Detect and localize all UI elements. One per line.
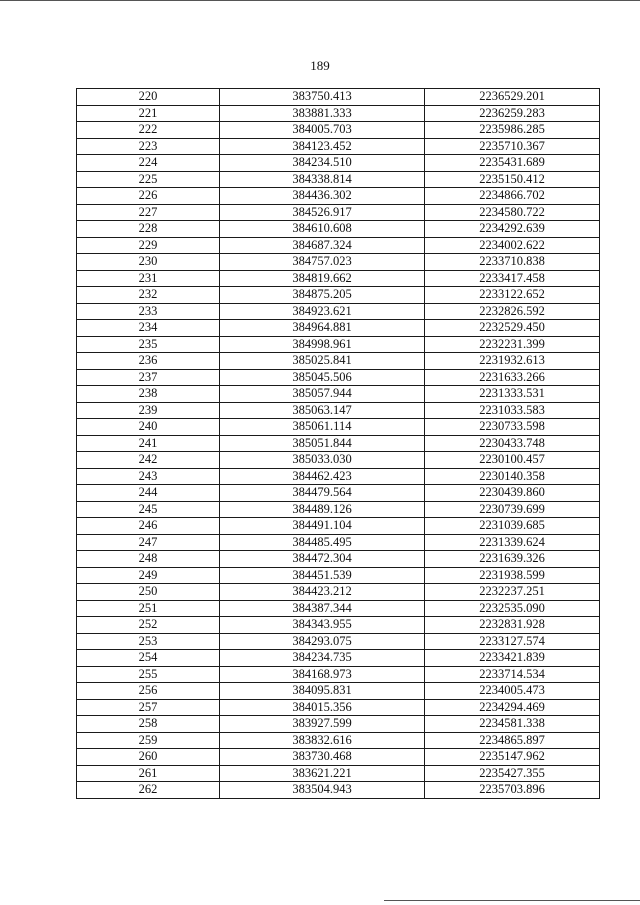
coordinates-table-body [77, 89, 600, 799]
table-row [77, 419, 600, 436]
x-coordinate-cell: 383621.221 [220, 765, 425, 782]
point-number-cell: 240 [77, 419, 220, 436]
x-coordinate-cell: 384095.831 [220, 683, 425, 700]
table-row [77, 287, 600, 304]
table-row [77, 336, 600, 353]
scan-edge-line-top [0, 0, 640, 1]
table-row [77, 683, 600, 700]
point-number-cell: 255 [77, 666, 220, 683]
x-coordinate-cell: 385061.114 [220, 419, 425, 436]
y-coordinate-cell: 2234580.722 [425, 204, 600, 221]
point-number-cell: 241 [77, 435, 220, 452]
x-coordinate-cell: 384489.126 [220, 501, 425, 518]
table-row [77, 584, 600, 601]
y-coordinate-cell: 2234005.473 [425, 683, 600, 700]
x-coordinate-cell: 384964.881 [220, 320, 425, 337]
point-number-cell: 226 [77, 188, 220, 205]
point-number-cell: 221 [77, 105, 220, 122]
y-coordinate-cell: 2234866.702 [425, 188, 600, 205]
point-number-cell: 227 [77, 204, 220, 221]
table-row [77, 89, 600, 106]
point-number-cell: 252 [77, 617, 220, 634]
point-number-cell: 224 [77, 155, 220, 172]
x-coordinate-cell: 385025.841 [220, 353, 425, 370]
y-coordinate-cell: 2231339.624 [425, 534, 600, 551]
x-coordinate-cell: 385051.844 [220, 435, 425, 452]
table-row [77, 468, 600, 485]
point-number-cell: 237 [77, 369, 220, 386]
scan-edge-line-bottom [384, 900, 640, 901]
point-number-cell: 228 [77, 221, 220, 238]
table-row [77, 501, 600, 518]
x-coordinate-cell: 384015.356 [220, 699, 425, 716]
y-coordinate-cell: 2230433.748 [425, 435, 600, 452]
table-row [77, 617, 600, 634]
y-coordinate-cell: 2231633.266 [425, 369, 600, 386]
x-coordinate-cell: 384451.539 [220, 567, 425, 584]
table-row [77, 402, 600, 419]
point-number-cell: 223 [77, 138, 220, 155]
y-coordinate-cell: 2231333.531 [425, 386, 600, 403]
point-number-cell: 249 [77, 567, 220, 584]
point-number-cell: 246 [77, 518, 220, 535]
y-coordinate-cell: 2235431.689 [425, 155, 600, 172]
point-number-cell: 251 [77, 600, 220, 617]
point-number-cell: 261 [77, 765, 220, 782]
y-coordinate-cell: 2232237.251 [425, 584, 600, 601]
table-row [77, 765, 600, 782]
point-number-cell: 250 [77, 584, 220, 601]
table-row [77, 122, 600, 139]
y-coordinate-cell: 2235986.285 [425, 122, 600, 139]
point-number-cell: 256 [77, 683, 220, 700]
x-coordinate-cell: 383832.616 [220, 732, 425, 749]
table-row [77, 666, 600, 683]
point-number-cell: 238 [77, 386, 220, 403]
x-coordinate-cell: 385033.030 [220, 452, 425, 469]
point-number-cell: 220 [77, 89, 220, 106]
y-coordinate-cell: 2231033.583 [425, 402, 600, 419]
x-coordinate-cell: 384875.205 [220, 287, 425, 304]
table-row [77, 600, 600, 617]
coordinates-table [76, 88, 600, 799]
y-coordinate-cell: 2232831.928 [425, 617, 600, 634]
table-row [77, 749, 600, 766]
y-coordinate-cell: 2233421.839 [425, 650, 600, 667]
x-coordinate-cell: 384479.564 [220, 485, 425, 502]
point-number-cell: 236 [77, 353, 220, 370]
table-row [77, 320, 600, 337]
x-coordinate-cell: 384234.510 [220, 155, 425, 172]
y-coordinate-cell: 2231938.599 [425, 567, 600, 584]
x-coordinate-cell: 384819.662 [220, 270, 425, 287]
x-coordinate-cell: 383750.413 [220, 89, 425, 106]
y-coordinate-cell: 2235710.367 [425, 138, 600, 155]
x-coordinate-cell: 384423.212 [220, 584, 425, 601]
table-row [77, 138, 600, 155]
point-number-cell: 222 [77, 122, 220, 139]
y-coordinate-cell: 2235427.355 [425, 765, 600, 782]
x-coordinate-cell: 383881.333 [220, 105, 425, 122]
y-coordinate-cell: 2231932.613 [425, 353, 600, 370]
y-coordinate-cell: 2232826.592 [425, 303, 600, 320]
point-number-cell: 262 [77, 782, 220, 799]
x-coordinate-cell: 384462.423 [220, 468, 425, 485]
table-row [77, 237, 600, 254]
y-coordinate-cell: 2232535.090 [425, 600, 600, 617]
table-row [77, 369, 600, 386]
y-coordinate-cell: 2233127.574 [425, 633, 600, 650]
x-coordinate-cell: 384123.452 [220, 138, 425, 155]
point-number-cell: 225 [77, 171, 220, 188]
y-coordinate-cell: 2233122.652 [425, 287, 600, 304]
y-coordinate-cell: 2234292.639 [425, 221, 600, 238]
point-number-cell: 229 [77, 237, 220, 254]
table-row [77, 732, 600, 749]
table-row [77, 155, 600, 172]
point-number-cell: 254 [77, 650, 220, 667]
table-row [77, 551, 600, 568]
table-row [77, 633, 600, 650]
y-coordinate-cell: 2236259.283 [425, 105, 600, 122]
y-coordinate-cell: 2236529.201 [425, 89, 600, 106]
x-coordinate-cell: 383730.468 [220, 749, 425, 766]
y-coordinate-cell: 2230140.358 [425, 468, 600, 485]
table-row [77, 254, 600, 271]
y-coordinate-cell: 2230739.699 [425, 501, 600, 518]
table-row [77, 270, 600, 287]
y-coordinate-cell: 2233714.534 [425, 666, 600, 683]
x-coordinate-cell: 385045.506 [220, 369, 425, 386]
x-coordinate-cell: 384168.973 [220, 666, 425, 683]
y-coordinate-cell: 2233710.838 [425, 254, 600, 271]
table-row [77, 567, 600, 584]
point-number-cell: 257 [77, 699, 220, 716]
x-coordinate-cell: 384526.917 [220, 204, 425, 221]
table-row [77, 650, 600, 667]
x-coordinate-cell: 383927.599 [220, 716, 425, 733]
table-row [77, 699, 600, 716]
y-coordinate-cell: 2233417.458 [425, 270, 600, 287]
y-coordinate-cell: 2230439.860 [425, 485, 600, 502]
y-coordinate-cell: 2235150.412 [425, 171, 600, 188]
point-number-cell: 243 [77, 468, 220, 485]
y-coordinate-cell: 2234865.897 [425, 732, 600, 749]
point-number-cell: 244 [77, 485, 220, 502]
table-row [77, 303, 600, 320]
table-row [77, 386, 600, 403]
table-row [77, 353, 600, 370]
table-row [77, 204, 600, 221]
table-row [77, 435, 600, 452]
y-coordinate-cell: 2231639.326 [425, 551, 600, 568]
table-row [77, 716, 600, 733]
point-number-cell: 258 [77, 716, 220, 733]
table-row [77, 221, 600, 238]
y-coordinate-cell: 2230100.457 [425, 452, 600, 469]
x-coordinate-cell: 384923.621 [220, 303, 425, 320]
point-number-cell: 231 [77, 270, 220, 287]
x-coordinate-cell: 383504.943 [220, 782, 425, 799]
x-coordinate-cell: 384485.495 [220, 534, 425, 551]
y-coordinate-cell: 2232231.399 [425, 336, 600, 353]
page-number: 189 [310, 58, 330, 73]
x-coordinate-cell: 384757.023 [220, 254, 425, 271]
x-coordinate-cell: 384234.735 [220, 650, 425, 667]
x-coordinate-cell: 385063.147 [220, 402, 425, 419]
point-number-cell: 230 [77, 254, 220, 271]
y-coordinate-cell: 2234294.469 [425, 699, 600, 716]
x-coordinate-cell: 384005.703 [220, 122, 425, 139]
point-number-cell: 235 [77, 336, 220, 353]
point-number-cell: 253 [77, 633, 220, 650]
point-number-cell: 259 [77, 732, 220, 749]
point-number-cell: 233 [77, 303, 220, 320]
y-coordinate-cell: 2235703.896 [425, 782, 600, 799]
point-number-cell: 260 [77, 749, 220, 766]
point-number-cell: 234 [77, 320, 220, 337]
y-coordinate-cell: 2234581.338 [425, 716, 600, 733]
y-coordinate-cell: 2232529.450 [425, 320, 600, 337]
table-row [77, 171, 600, 188]
point-number-cell: 245 [77, 501, 220, 518]
table-row [77, 782, 600, 799]
table-row [77, 518, 600, 535]
x-coordinate-cell: 384338.814 [220, 171, 425, 188]
table-row [77, 105, 600, 122]
x-coordinate-cell: 384343.955 [220, 617, 425, 634]
y-coordinate-cell: 2234002.622 [425, 237, 600, 254]
point-number-cell: 247 [77, 534, 220, 551]
point-number-cell: 248 [77, 551, 220, 568]
x-coordinate-cell: 384293.075 [220, 633, 425, 650]
table-row [77, 188, 600, 205]
point-number-cell: 232 [77, 287, 220, 304]
y-coordinate-cell: 2235147.962 [425, 749, 600, 766]
x-coordinate-cell: 384610.608 [220, 221, 425, 238]
point-number-cell: 239 [77, 402, 220, 419]
point-number-cell: 242 [77, 452, 220, 469]
x-coordinate-cell: 384436.302 [220, 188, 425, 205]
x-coordinate-cell: 384387.344 [220, 600, 425, 617]
x-coordinate-cell: 384491.104 [220, 518, 425, 535]
table-row [77, 534, 600, 551]
x-coordinate-cell: 384998.961 [220, 336, 425, 353]
y-coordinate-cell: 2231039.685 [425, 518, 600, 535]
table-row [77, 485, 600, 502]
x-coordinate-cell: 384472.304 [220, 551, 425, 568]
x-coordinate-cell: 384687.324 [220, 237, 425, 254]
y-coordinate-cell: 2230733.598 [425, 419, 600, 436]
table-row [77, 452, 600, 469]
x-coordinate-cell: 385057.944 [220, 386, 425, 403]
